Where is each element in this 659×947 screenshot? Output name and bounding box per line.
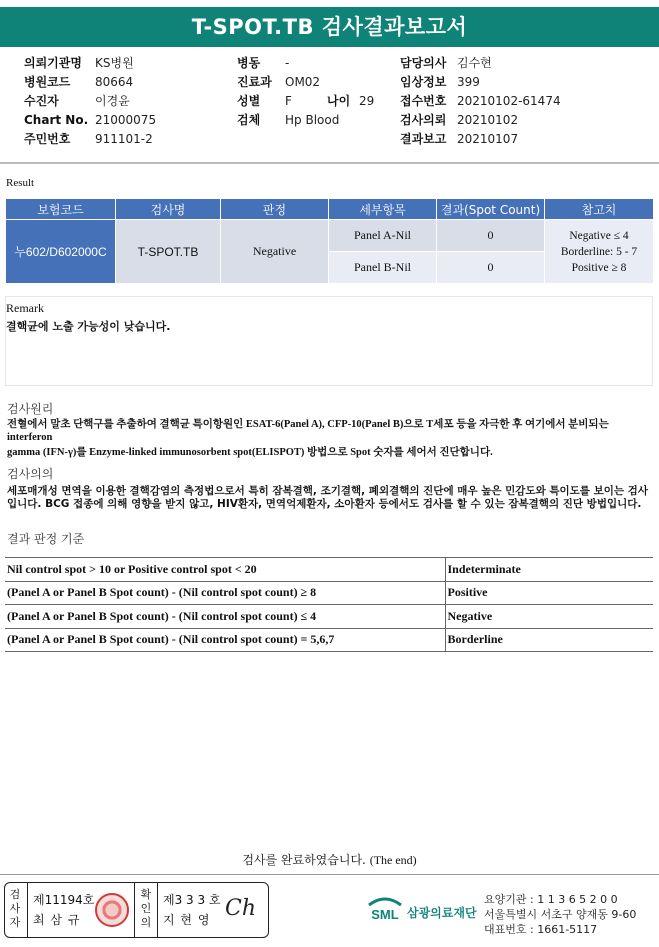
- panel-a-count-cell: 0: [437, 220, 545, 252]
- criteria-condition: (Panel A or Panel B Spot count) - (Nil control spot count) ≤ 4: [5, 605, 445, 629]
- info-divider: [0, 162, 659, 164]
- logo-text: SML: [371, 907, 399, 922]
- doctor-label: 담당의사: [400, 56, 447, 70]
- panel-a-item-cell: Panel A-Nil: [329, 220, 437, 252]
- sign-divider: [27, 882, 28, 938]
- principle-line-2: gamma (IFN-γ)를 Enzyme-linked immunosorbent spot(ELISPOT) 방법으로 Spot 숫자를 세어서 진단합니다.: [7, 447, 493, 458]
- criteria-condition: Nil control spot > 10 or Positive control spot < 20: [5, 558, 445, 582]
- criteria-table: [5, 557, 653, 652]
- report-date-label: 결과보고: [400, 132, 447, 146]
- significance-title: 검사의의: [7, 467, 54, 481]
- sml-logo-icon: [365, 891, 405, 927]
- tester-label: 검 사 자: [9, 888, 21, 929]
- receipt-no-value: 20210102-61474: [457, 94, 561, 108]
- test-name-cell: T-SPOT.TB: [116, 220, 221, 284]
- table-row: [5, 581, 653, 605]
- sex-label: 성별: [237, 94, 261, 108]
- age-label: 나이: [327, 94, 351, 108]
- criteria-result: Indeterminate: [445, 558, 653, 582]
- doctor-value: 김수현: [457, 56, 492, 70]
- reference-negative: Negative ≤ 4: [569, 229, 629, 242]
- panel-b-count-cell: 0: [437, 252, 545, 284]
- completion-message: 검사를 완료하였습니다.: [242, 853, 366, 867]
- hospital-code-value: 80664: [95, 75, 134, 89]
- col-insurance-code: 보험코드: [6, 199, 116, 220]
- doctor-signature-icon: Ch: [225, 896, 257, 921]
- reference-positive: Positive ≥ 8: [571, 261, 627, 274]
- result-table: [5, 198, 654, 284]
- sex-value: F: [285, 94, 292, 108]
- request-date-value: 20210102: [457, 113, 519, 127]
- org-address: 서울특별시 서초구 양재동 9-60: [484, 908, 637, 921]
- col-judgement: 판정: [221, 199, 329, 220]
- org-name: 삼광의료재단: [407, 906, 477, 920]
- resident-no-value: 911101-2: [95, 132, 153, 146]
- completion-text: [0, 851, 659, 868]
- specimen-label: 검체: [237, 113, 261, 127]
- clinical-info-value: 399: [457, 75, 480, 89]
- chart-no-value: 21000075: [95, 113, 157, 127]
- confirm-doctor-label: 확 인 의: [140, 888, 152, 929]
- remark-text: 결핵균에 노출 가능성이 낮습니다.: [6, 320, 171, 333]
- hospital-code-label: 병원코드: [24, 75, 71, 89]
- reference-cell: [545, 220, 654, 284]
- request-date-label: 검사의뢰: [400, 113, 447, 127]
- doctor-name: 지 현 영: [163, 913, 211, 927]
- col-spot-count: 결과(Spot Count): [437, 199, 545, 220]
- report-date-value: 20210107: [457, 132, 519, 146]
- department-value: OM02: [285, 75, 321, 89]
- completion-suffix: (The end): [369, 853, 417, 867]
- ward-value: -: [285, 56, 290, 70]
- principle-title: 검사원리: [7, 402, 54, 416]
- hospital-value: KS병원: [95, 56, 134, 70]
- criteria-title: 결과 판정 기준: [7, 532, 85, 546]
- result-section-label: Result: [6, 177, 35, 189]
- table-row: [6, 220, 654, 252]
- tester-license: 제11194호: [33, 893, 95, 907]
- table-row: [5, 628, 653, 652]
- criteria-result: Positive: [445, 581, 653, 605]
- criteria-result: Negative: [445, 605, 653, 629]
- seal-stamp-icon: [95, 893, 129, 927]
- clinical-info-label: 임상정보: [400, 75, 447, 89]
- sign-divider: [134, 882, 135, 938]
- hospital-label: 의뢰기관명: [24, 56, 82, 70]
- remark-title: Remark: [6, 301, 44, 315]
- chart-no-label: Chart No.: [24, 113, 89, 127]
- col-detail-item: 세부항목: [329, 199, 437, 220]
- result-header-row: [6, 199, 654, 220]
- tester-name: 최 삼 규: [33, 913, 81, 927]
- insurance-code-cell: 누602/D602000C: [6, 220, 116, 284]
- patient-info-col2: [237, 54, 374, 130]
- criteria-condition: (Panel A or Panel B Spot count) - (Nil control spot count) ≥ 8: [5, 581, 445, 605]
- patient-name-value: 이경윤: [95, 94, 130, 108]
- sign-divider: [157, 882, 158, 938]
- principle-text: [7, 418, 652, 459]
- department-label: 진료과: [237, 75, 272, 89]
- ward-label: 병동: [237, 56, 261, 70]
- table-row: [5, 605, 653, 629]
- col-reference: 참고치: [545, 199, 654, 220]
- col-test-name: 검사명: [116, 199, 221, 220]
- org-phone: 대표번호 : 1661-5117: [484, 923, 598, 936]
- criteria-condition: (Panel A or Panel B Spot count) - (Nil control spot count) = 5,6,7: [5, 628, 445, 652]
- receipt-no-label: 접수번호: [400, 94, 447, 108]
- patient-info-col1: [24, 54, 156, 149]
- table-row: [5, 558, 653, 582]
- principle-line-1: 전혈에서 말초 단핵구를 추출하여 결핵균 특이항원인 ESAT-6(Panel A), CFP-10(Panel B)으로 T세포 등을 자극한 후 여기에서 분비되는 interferon: [7, 419, 609, 443]
- significance-text: 세포매개성 면역을 이용한 결핵감염의 측정법으로서 특히 잠복결핵, 조기결핵, 폐외결핵의 진단에 매우 높은 민감도와 특이도를 보이는 검사입니다. BCG 접종에 의해 영향을 받지 않고, HIV환자, 면역억제환자, 소아환자 등에서도 검사를 할 수 있는 잠복결핵의 진단 방법입니다.: [7, 485, 648, 510]
- resident-no-label: 주민번호: [24, 132, 71, 146]
- doctor-license: 제3 3 3 호: [163, 893, 221, 907]
- judgement-cell: Negative: [221, 220, 329, 284]
- remark-box: [5, 296, 653, 386]
- specimen-value: Hp Blood: [285, 113, 340, 127]
- footer-divider: [0, 874, 659, 875]
- patient-name-label: 수진자: [24, 94, 59, 108]
- panel-b-item-cell: Panel B-Nil: [329, 252, 437, 284]
- report-title: T-SPOT.TB 검사결과보고서: [0, 7, 659, 47]
- age-value: 29: [359, 94, 375, 108]
- reference-borderline: Borderline: 5 - 7: [560, 245, 638, 258]
- criteria-result: Borderline: [445, 628, 653, 652]
- patient-info-col3: [400, 54, 561, 149]
- org-code: 요양기관 : 1 1 3 6 5 2 0 0: [484, 893, 618, 906]
